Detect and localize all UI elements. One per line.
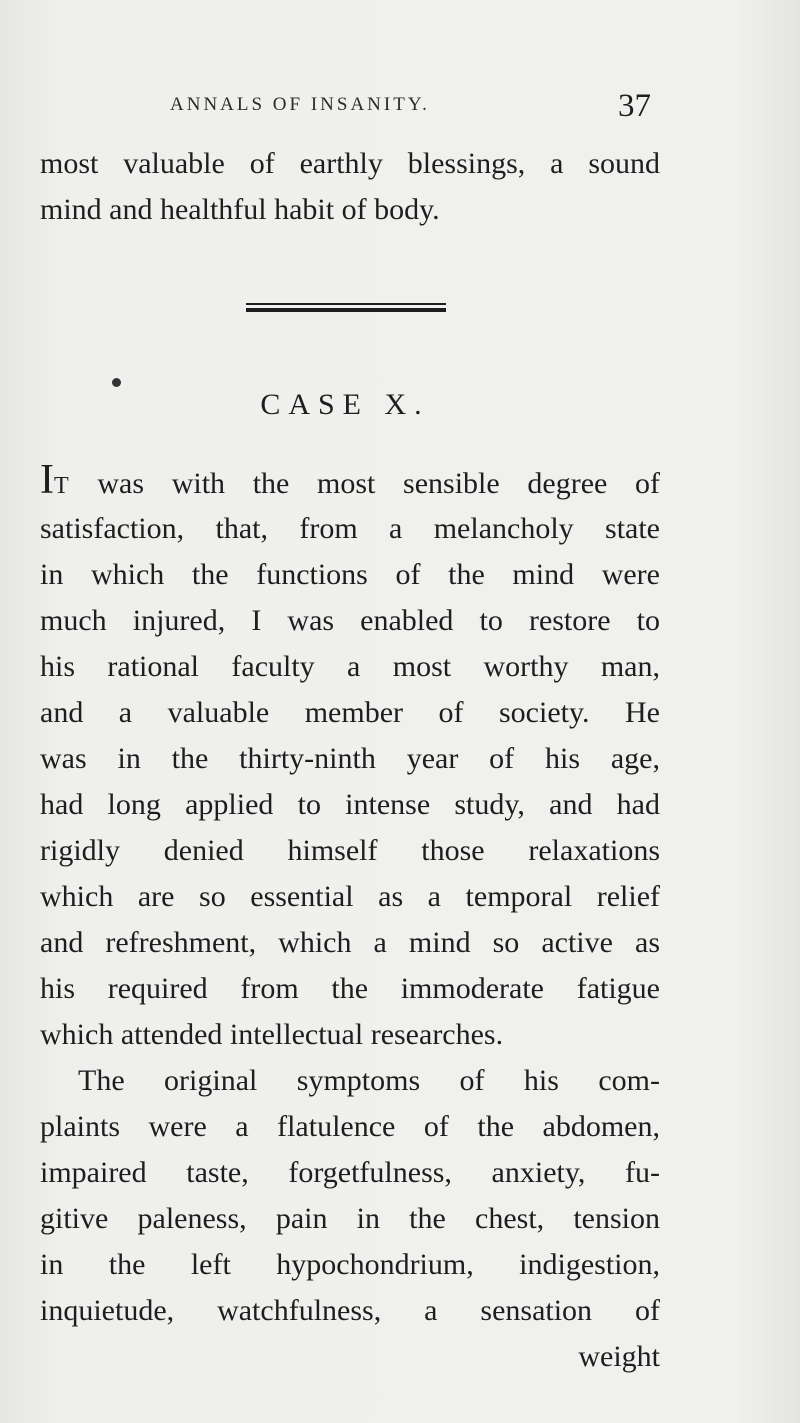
text-line: much injured, I was enabled to restore to — [40, 604, 660, 637]
small-caps: T — [54, 473, 70, 499]
text-line: impaired taste, forgetfulness, anxiety, fu- — [40, 1156, 660, 1189]
text-line: in which the functions of the mind were — [40, 558, 660, 591]
text-line: most valuable of earthly blessings, a sound — [40, 147, 660, 180]
text-line: and a valuable member of society. He — [40, 696, 660, 729]
running-title: ANNALS OF INSANITY. — [170, 94, 430, 115]
text-line: had long applied to intense study, and had — [40, 788, 660, 821]
section-divider — [246, 303, 446, 312]
text-line-first — [40, 457, 660, 506]
text-line: his rational faculty a most worthy man, — [40, 650, 660, 683]
text-line: was in the thirty-ninth year of his age, — [40, 742, 660, 775]
text-line: in the left hypochondrium, indigestion, — [40, 1248, 660, 1281]
text-line: inquietude, watchfulness, a sensation of — [40, 1294, 660, 1327]
case-body — [40, 457, 660, 1380]
page-header — [0, 88, 800, 128]
text-line: plaints were a flatulence of the abdomen, — [40, 1110, 660, 1143]
text-line: gitive paleness, pain in the chest, tension — [40, 1202, 660, 1235]
text-line: The original symptoms of his com- — [78, 1064, 660, 1097]
text-line: and refreshment, which a mind so active as — [40, 926, 660, 959]
catchword: weight — [578, 1340, 660, 1373]
first-line-text: was with the most sensible degree of — [69, 467, 660, 500]
text-line: his required from the immoderate fatigue — [40, 972, 660, 1005]
text-line: satisfaction, that, from a melancholy state — [40, 512, 660, 545]
continued-text — [40, 141, 660, 233]
text-line: which attended intellectual researches. — [40, 1018, 504, 1051]
text-line: mind and healthful habit of body. — [40, 193, 440, 226]
drop-cap: I — [40, 457, 54, 503]
text-line: rigidly denied himself those relaxations — [40, 834, 660, 867]
case-title: CASE X. — [260, 388, 430, 421]
page-number: 37 — [618, 88, 651, 124]
text-line: which are so essential as a temporal relief — [40, 880, 660, 913]
ink-speck — [112, 378, 121, 387]
